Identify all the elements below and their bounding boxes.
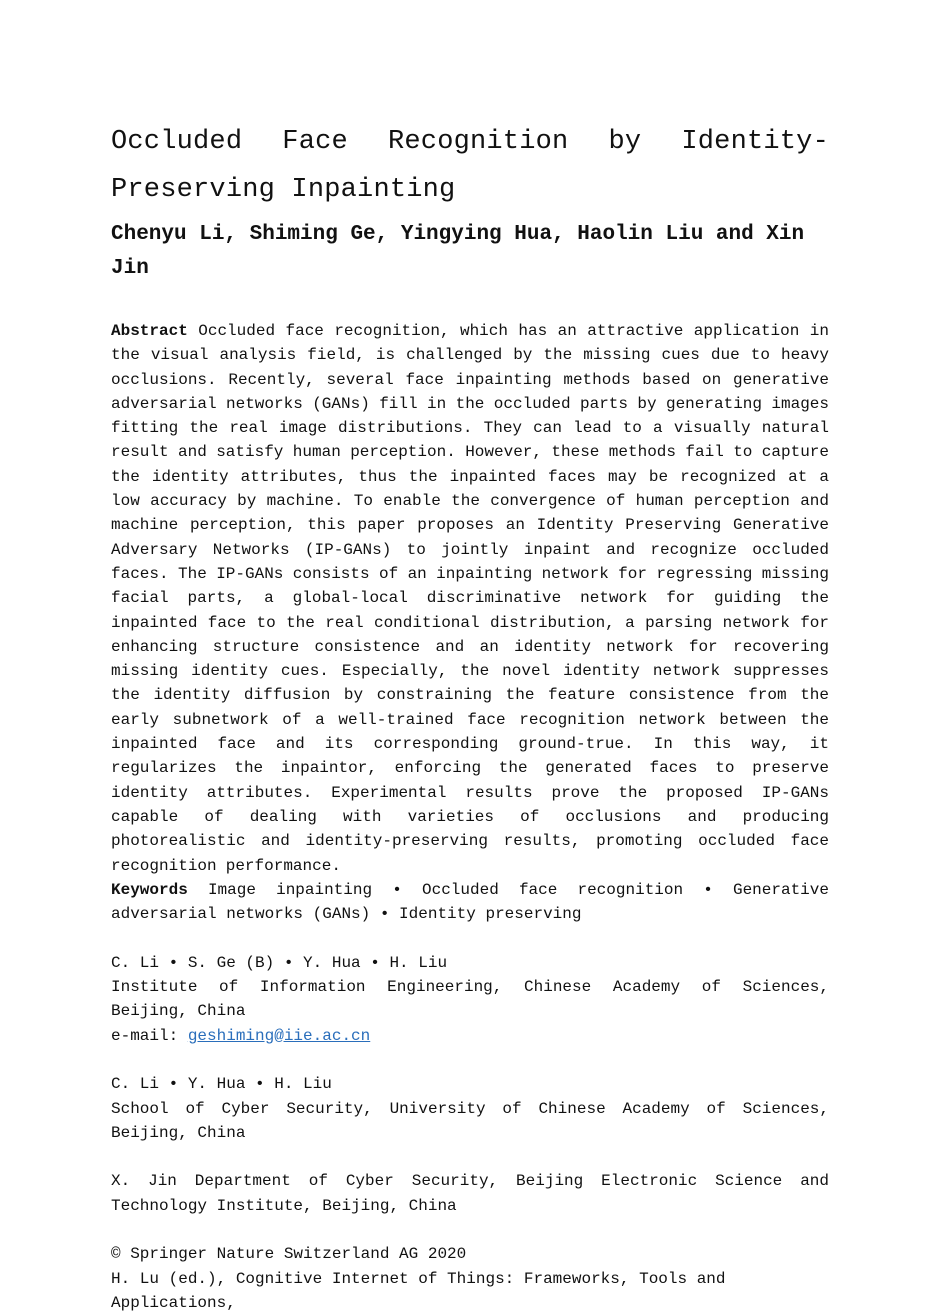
affiliation-3	[111, 1169, 829, 1218]
publication-footer	[111, 1242, 829, 1315]
affiliation-text: X. Jin Department of Cyber Security, Beijing Electronic Science and Technology Institute, Beijing, China	[111, 1172, 829, 1215]
abstract	[111, 319, 829, 878]
keywords-text: Image inpainting • Occluded face recognition • Generative adversarial networks (GANs) • Identity preserving	[111, 880, 829, 924]
paper-title: Occluded Face Recognition by Identity-Preserving Inpainting	[111, 127, 829, 205]
affiliation-1	[111, 951, 829, 1048]
abstract-text: Occluded face recognition, which has an attractive application in the visual analysis field, is challenged by the missing cues due to heavy occlusions. Recently, several face inpainting methods based on generative adversarial networks (GANs) fill in the occluded parts by generating images fitting the real image distributions. They can lead to a visually natural result and satisfy human perception. However, these methods fail to capture the identity attributes, thus the inpainted faces may be recognized at a low accuracy by machine. To enable the convergence of human perception and machine perception, this paper proposes an Identity Preserving Generative Adversary Networks (IP-GANs) to jointly inpaint and recognize occluded faces. The IP-GANs consists of an inpainting network for regressing missing facial parts, a global-local discriminative network for guiding the inpainted face to the real conditional distribution, a parsing network for enhancing structure consistence and an identity network for recovering missing identity cues. Especially, the novel identity network suppresses the identity diffusion by constraining the feature consistence from the early subnetwork of a well-trained face recognition network between the inpainted face and its corresponding ground-true. In this way, it regularizes the inpaintor, enforcing the generated faces to preserve identity attributes. Experimental results prove the proposed IP-GANs capable of dealing with varieties of occlusions and producing photorealistic and identity-preserving results, promoting occluded face recognition performance.	[111, 322, 829, 875]
paper-page	[111, 118, 829, 1315]
keywords	[111, 878, 829, 927]
author-list: Chenyu Li, Shiming Ge, Yingying Hua, Haolin Liu and Xin Jin	[111, 223, 805, 280]
affiliation-email-line	[111, 1024, 829, 1048]
citation-line: H. Lu (ed.), Cognitive Internet of Things: Frameworks, Tools and Applications,	[111, 1269, 726, 1312]
affiliation-2	[111, 1072, 829, 1145]
affiliation-institution: School of Cyber Security, University of Chinese Academy of Sciences, Beijing, China	[111, 1099, 829, 1142]
affiliation-names: C. Li • Y. Hua • H. Liu	[111, 1075, 332, 1094]
affiliation-names: C. Li • S. Ge (B) • Y. Hua • H. Liu	[111, 953, 448, 972]
abstract-label: Abstract	[111, 322, 188, 340]
email-link[interactable]: geshiming@iie.ac.cn	[187, 1026, 371, 1045]
copyright-line: © Springer Nature Switzerland AG 2020	[111, 1245, 467, 1264]
affiliation-institution: Institute of Information Engineering, Chinese Academy of Sciences, Beijing, China	[111, 978, 829, 1021]
email-label: e-mail:	[111, 1026, 188, 1045]
keywords-label: Keywords	[111, 880, 188, 899]
